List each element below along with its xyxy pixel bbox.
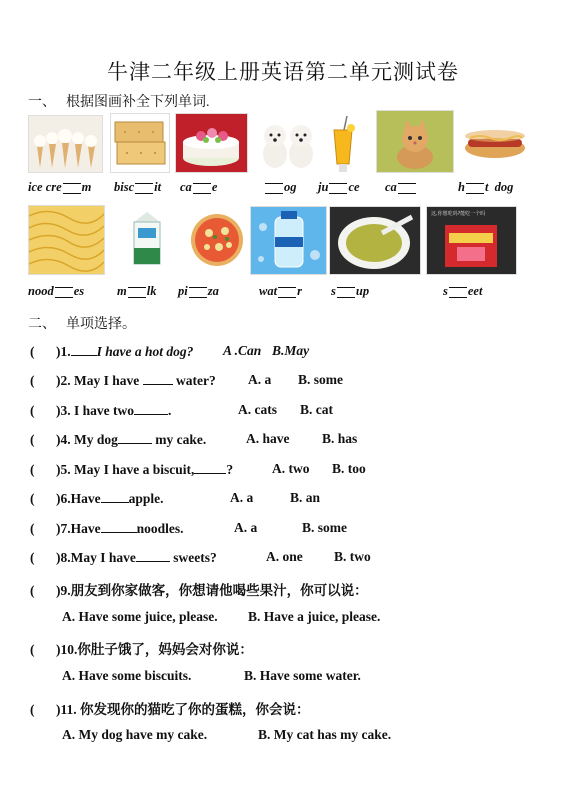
answer-paren-open[interactable]: ( [30,642,35,657]
question-stem: 9.朋友到你家做客，你想请他喝些果汁，你可以说： [60,583,368,598]
answer-blank[interactable] [398,183,416,194]
fill-blank[interactable] [143,372,173,385]
fill-blank[interactable] [101,520,137,533]
option-b[interactable]: B. too [332,461,366,476]
answer-blank[interactable] [329,183,347,194]
question-2 [30,372,343,389]
word-prefix: s [331,284,336,298]
question-stem-end: I have a hot dog? [96,344,194,359]
question-8 [30,549,371,566]
word-suffix: it [154,180,162,194]
question-stem: 7.Have [60,521,101,536]
word-suffix: lk [146,284,157,298]
answer-paren-close: ) [56,403,61,418]
option-a[interactable]: A. a [234,520,258,535]
hot-dog-image [459,113,531,171]
option-b[interactable]: B. has [322,431,358,446]
biscuit-image [110,113,170,173]
question-stem-end: ? [226,462,234,477]
answer-paren-close: ) [56,702,61,717]
word-prefix: pi [178,284,188,298]
answer-blank[interactable] [189,287,207,298]
option-a[interactable]: A. have [246,431,290,446]
answer-paren-open[interactable]: ( [30,373,35,388]
question-stem: 6.Have [60,491,101,506]
word-prefix: nood [28,284,54,298]
word-suffix: es [73,284,85,298]
answer-paren-open[interactable]: ( [30,432,35,447]
question-6 [30,490,321,507]
sweets-image-caption: 这,你想吃吗?能吃一个吗 [431,211,486,217]
question-5 [30,461,366,478]
word-suffix: eet [467,284,483,298]
option-a[interactable]: A. one [266,549,303,564]
question-10 [30,638,253,658]
soup-image [329,206,421,275]
option-b[interactable]: B. Have some water. [244,668,361,683]
question-stem: 10.你肚子饿了，妈妈会对你说： [60,642,253,657]
option-a[interactable]: A. two [272,461,310,476]
answer-paren-open[interactable]: ( [30,462,35,477]
question-7 [30,520,347,537]
question-1 [30,343,310,360]
word-prefix: m [117,284,127,298]
water-image [250,206,327,275]
word-prefix: ju [318,180,329,194]
sweets-image [426,206,517,275]
option-a[interactable]: A. My dog have my cake. [62,727,208,742]
answer-paren-close: ) [56,373,61,388]
question-stem: 2. May I have [60,373,140,388]
juice-image [326,113,360,177]
word-water [259,284,302,299]
answer-blank[interactable] [265,183,283,194]
word-suffix: ce [348,180,360,194]
question-stem-end: . [168,403,172,418]
word-prefix: ice cre [28,180,62,194]
fill-blank[interactable] [194,461,226,474]
option-a[interactable]: A. Have some biscuits. [62,668,192,683]
answer-blank[interactable] [193,183,211,194]
option-a[interactable]: A. a [248,372,272,387]
answer-blank[interactable] [466,183,484,194]
option-a[interactable]: A .Can [223,343,262,358]
option-b[interactable]: B. some [302,520,347,535]
word-suffix: e [211,180,218,194]
answer-paren-open[interactable]: ( [30,583,35,598]
answer-blank[interactable] [337,287,355,298]
word-prefix: ca [180,180,192,194]
answer-paren-close: ) [56,550,61,565]
fill-blank[interactable] [118,431,152,444]
question-3 [30,402,333,419]
word-noodles [28,284,84,299]
answer-blank[interactable] [128,287,146,298]
answer-paren-open[interactable]: ( [30,403,35,418]
option-b[interactable]: B. an [290,490,321,505]
fill-blank[interactable] [134,402,168,415]
option-b[interactable]: B.May [272,343,310,358]
question-9 [30,579,368,599]
cat-image [376,110,454,173]
question-stem-end: apple. [128,491,164,506]
word-prefix: ca [385,180,397,194]
answer-paren-close: ) [56,344,61,359]
option-b[interactable]: B. two [334,549,371,564]
question-stem: 4. My dog [60,432,118,447]
section-1-text: 根据图画补全下列单词. [66,95,210,110]
fill-blank[interactable] [71,343,97,356]
question-stem: 5. May I have a biscuit, [60,462,195,477]
answer-paren-close: ) [56,491,61,506]
word-ice-cream [28,180,91,195]
question-stem-end: my cake. [155,432,207,447]
word-prefix: wat [259,284,278,298]
option-a[interactable]: A. a [230,490,254,505]
answer-paren-open[interactable]: ( [30,702,35,717]
word-milk [117,284,156,299]
answer-blank[interactable] [55,287,73,298]
answer-paren-close: ) [56,432,61,447]
answer-blank[interactable] [449,287,467,298]
question-stem: 1. [60,344,71,359]
ice-cream-image [28,115,103,173]
option-a[interactable]: A. Have some juice, please. [62,609,218,624]
word-prefix: bisc [114,180,135,194]
answer-paren-open[interactable]: ( [30,550,35,565]
fill-blank[interactable] [101,490,129,503]
answer-paren-close: ) [56,583,61,598]
word-prefix: h [458,180,465,194]
answer-paren-open[interactable]: ( [30,491,35,506]
question-stem-end: noodles. [136,521,184,536]
answer-blank[interactable] [63,183,81,194]
word-soup [331,284,369,299]
fill-blank[interactable] [136,549,170,562]
answer-paren-close: ) [56,521,61,536]
question-stem-end: water? [176,373,216,388]
noodles-image [28,205,105,275]
question-11 [30,698,310,718]
word-biscuit [114,180,161,195]
word-sweets [443,284,482,299]
word-hot-dog [458,180,513,195]
option-b[interactable]: B. some [298,372,343,387]
question-4 [30,431,358,448]
answer-blank[interactable] [278,287,296,298]
dog-image [256,113,320,173]
answer-paren-close: ) [56,462,61,477]
word-suffix: og [284,180,297,194]
word-suffix: za [207,284,219,298]
option-a[interactable]: A. cats [238,402,277,417]
word-suffix: up [355,284,370,298]
word-pizza [178,284,219,299]
answer-paren-open[interactable]: ( [30,521,35,536]
option-b[interactable]: B. My cat has my cake. [258,727,392,742]
page-title: 牛津二年级上册英语第二单元测试卷 [107,60,459,84]
word-cake [180,180,217,195]
section-1-number: 一、 [28,95,56,110]
word-prefix: s [443,284,448,298]
section-1-heading [28,91,210,111]
milk-image [127,207,167,269]
question-stem: 8.May I have [60,550,136,565]
section-2-number: 二、 [28,317,56,332]
question-stem-end: sweets? [173,550,217,565]
pizza-image [186,208,248,272]
answer-blank[interactable] [135,183,153,194]
word-suffix: t dog [484,180,514,194]
word-cat [385,180,417,195]
section-2-text: 单项选择。 [66,317,136,332]
word-dog [264,180,297,195]
option-b[interactable]: B. Have a juice, please. [248,609,381,624]
word-suffix: r [297,284,302,298]
word-suffix: m [81,180,92,194]
answer-paren-close: ) [56,642,61,657]
word-juice [318,180,360,195]
question-stem: 11. 你发现你的猫吃了你的蛋糕，你会说： [60,702,310,717]
option-b[interactable]: B. cat [300,402,333,417]
cake-image [175,113,248,173]
section-2-heading [28,313,136,333]
question-stem: 3. I have two [60,403,134,418]
answer-paren-open[interactable]: ( [30,344,35,359]
